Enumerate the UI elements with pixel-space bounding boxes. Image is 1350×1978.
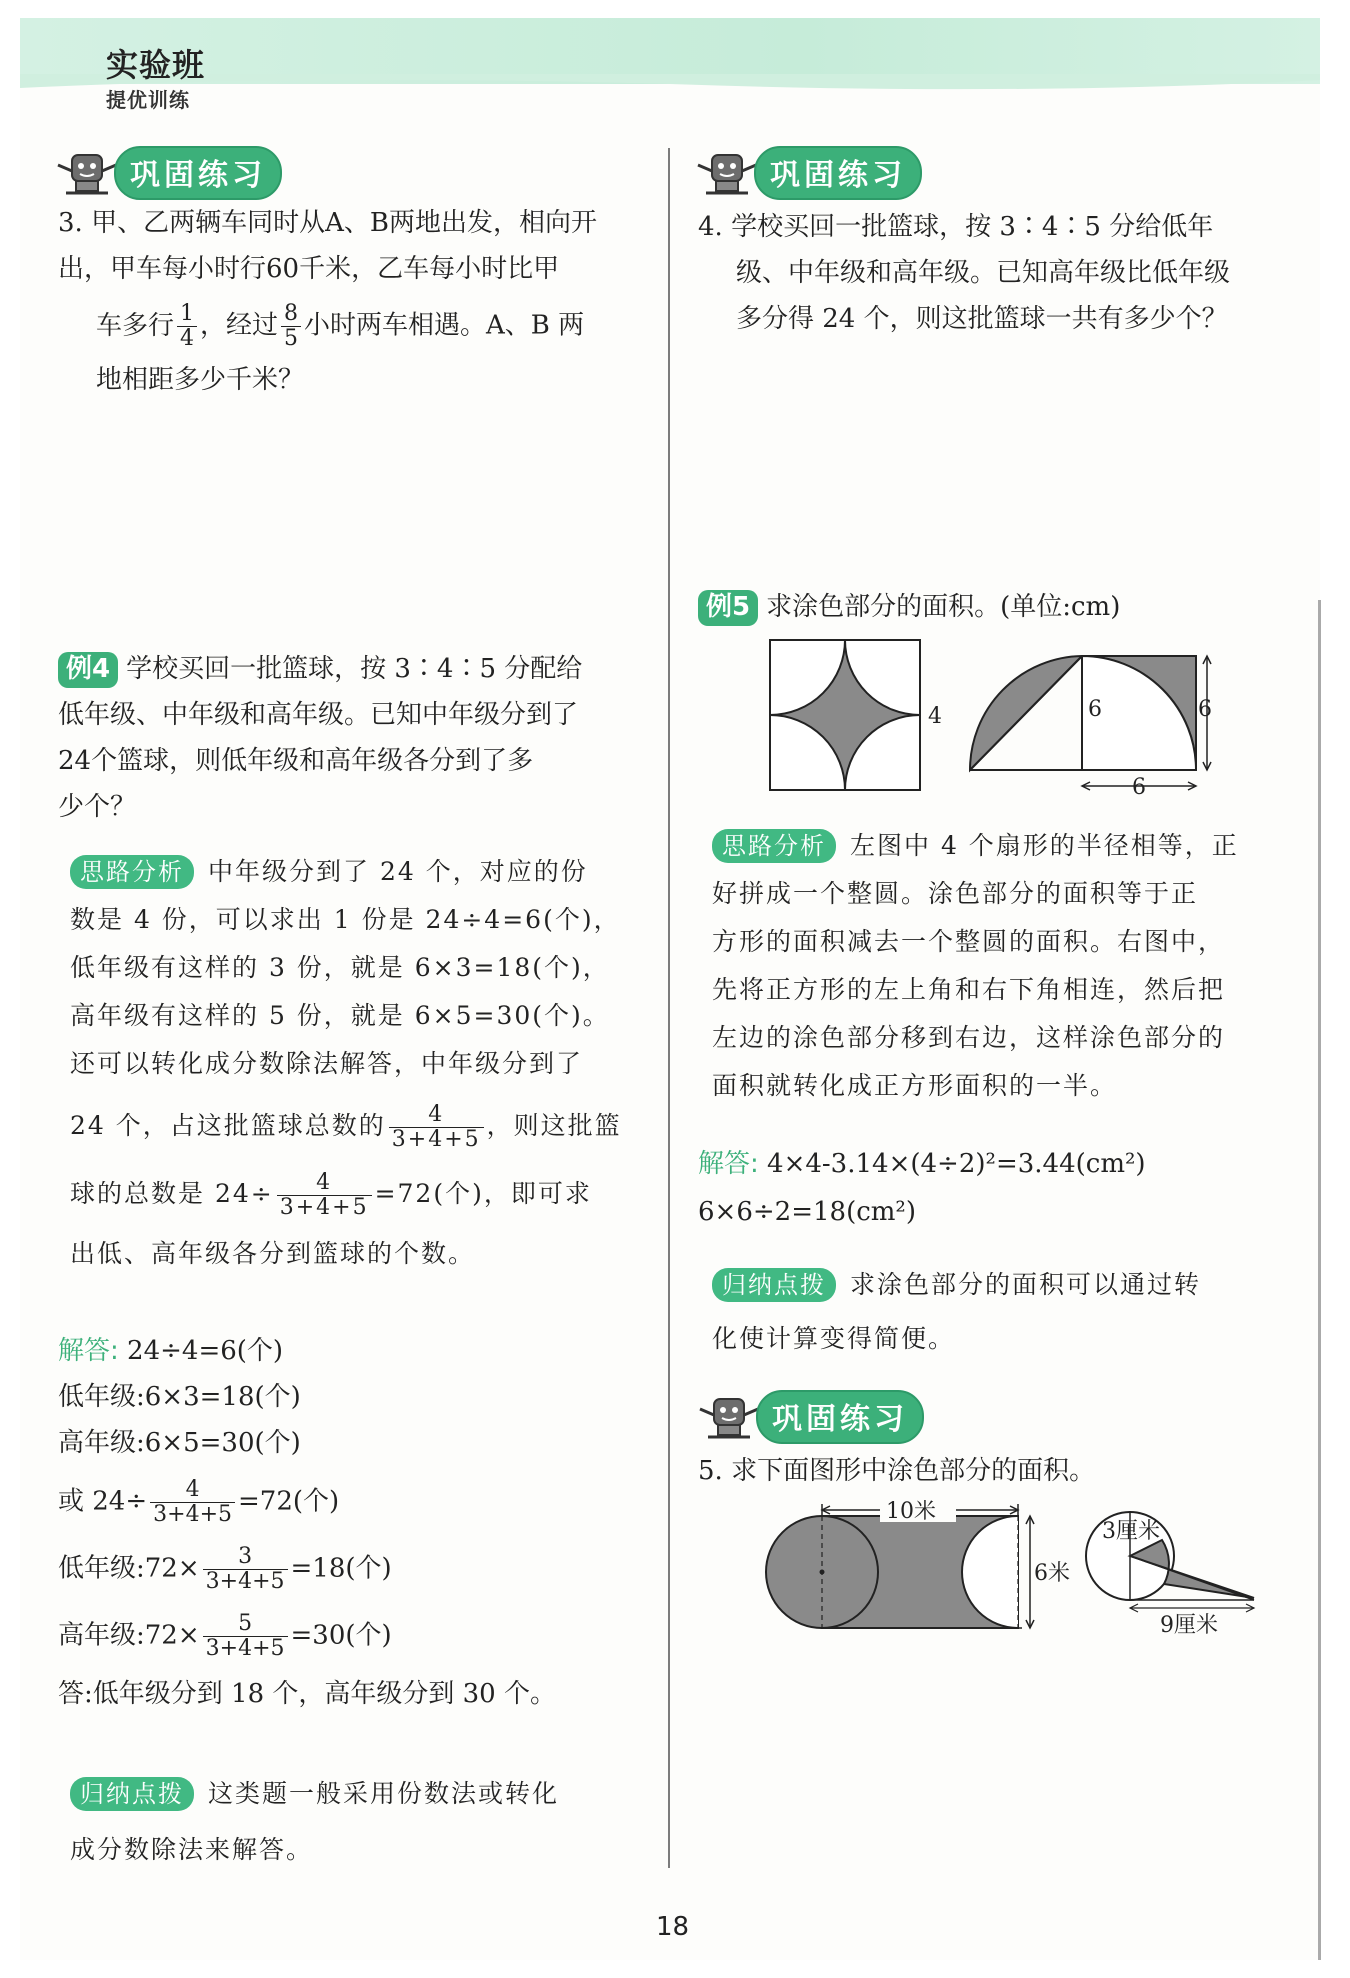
summary-left [70,1766,650,1878]
fraction [203,1612,288,1661]
answer-line3: 高年级:6×5=30(个) [58,1428,301,1458]
answer-line1 [58,1328,648,1374]
q5-line1: 5. 求下面图形中涂色部分的面积。 [698,1456,1096,1486]
analysis-line5: 左边的涂色部分移到右边，这样涂色部分的 [712,1023,1226,1052]
q4-line3: 多分得 24 个，则这批篮球一共有多少个？ [736,304,1228,334]
page-edge [1318,600,1321,1960]
summary-right [712,1258,1302,1366]
fraction [150,1478,235,1527]
fraction [281,302,301,351]
ex4-line2: 低年级、中年级和高年级。已知中年级分到了 [58,700,579,730]
analysis-left [70,848,650,1278]
answer-line2: 6×6÷2=18(cm²) [698,1197,916,1227]
q3-line3 [58,302,648,351]
analysis-text: 左图中 4 个扇形的半径相等，正 [850,831,1239,860]
mascot-icon [694,1393,762,1441]
answer-text: =18(个) [290,1553,392,1584]
summary-line2: 成分数除法来解答。 [70,1835,314,1864]
label-6-right: 6 [1198,697,1212,722]
semicircle-figure [970,656,1211,790]
summary-tag: 归纳点拨 [70,1777,194,1811]
summary-text: 这类题一般采用份数法或转化 [208,1779,560,1808]
answer-text: 低年级:72× [58,1553,200,1584]
brand-title: 实验班 [106,46,206,84]
fraction-denominator: 3+4+5 [203,1569,288,1594]
summary-line2: 化使计算变得简便。 [712,1324,956,1353]
q3-line1: 3. 甲、乙两辆车同时从A、B两地出发，相向开 [58,208,597,238]
ex5-text: 求涂色部分的面积。(单位:cm) [766,592,1121,622]
header-wave [20,74,1320,94]
fraction-numerator: 4 [185,1477,200,1502]
answer-text: =30(个) [290,1620,392,1651]
square-figure [770,640,920,790]
label-6m: 6米 [1034,1561,1070,1586]
answer-line6 [58,1612,648,1661]
fraction-numerator: 4 [316,1170,333,1195]
q3-line2: 出，甲车每小时行60千米，乙车每小时比甲 [58,254,560,284]
analysis-tag: 思路分析 [70,855,194,889]
answer-line4 [58,1478,648,1527]
ex4-line1 [58,646,648,692]
fraction [389,1103,484,1152]
summary-text: 求涂色部分的面积可以通过转 [850,1270,1202,1299]
fraction-numerator: 8 [284,301,299,326]
summary-tag: 归纳点拨 [712,1268,836,1302]
analysis-line6: 面积就转化成正方形面积的一半。 [712,1071,1118,1100]
analysis-line3: 低年级有这样的 3 份，就是 6×3=18(个)， [70,953,610,982]
label-3cm: 3厘米 [1102,1519,1160,1544]
label-10m: 10米 [886,1500,936,1524]
page-number: 18 [656,1912,690,1942]
fraction-numerator: 5 [238,1611,253,1636]
q3-line4: 地相距多少千米？ [96,365,305,395]
analysis-line2: 好拼成一个整圆。涂色部分的面积等于正 [712,879,1199,908]
brand-subtitle: 提优训练 [106,88,190,112]
section-title: 巩固练习 [756,1390,924,1444]
analysis-text: 球的总数是 24÷ [70,1179,274,1208]
analysis-text: ，则这批篮 [486,1111,622,1140]
answer-right [698,1140,1298,1236]
analysis-text: 中年级分到了 24 个，对应的份 [208,857,588,886]
fraction-denominator: 3+4+5 [150,1502,235,1527]
answer-label: 解答: [58,1336,119,1366]
section-header-right [692,146,922,200]
q4-line2: 级、中年级和高年级。已知高年级比低年级 [736,258,1231,288]
q3-text-a: 车多行 [96,310,175,341]
section-title: 巩固练习 [754,146,922,200]
analysis-line5: 还可以转化成分数除法解答，中年级分到了 [70,1049,584,1078]
fraction [277,1171,372,1220]
question-5 [698,1448,1298,1494]
answer-text: =72(个) [238,1486,340,1517]
analysis-tag: 思路分析 [712,829,836,863]
section-header-left [52,146,282,200]
fraction-denominator: 5 [281,326,301,351]
analysis-line8: 出低、高年级各分到篮球的个数。 [70,1239,476,1268]
answer-line2: 低年级:6×3=18(个) [58,1382,301,1412]
ex4-text: 学校买回一批篮球，按 3∶4∶5 分配给 [126,654,583,684]
analysis-line4: 高年级有这样的 5 份，就是 6×5=30(个)。 [70,1001,610,1030]
analysis-line7 [70,1170,650,1220]
fraction-numerator: 4 [428,1102,445,1127]
answer-left [58,1328,648,1717]
summary-line1 [712,1258,1302,1312]
mascot-icon [692,149,760,197]
q4-line1: 4. 学校买回一批篮球，按 3∶4∶5 分给低年 [698,212,1214,242]
answer-text: 24÷4=6(个) [127,1336,284,1366]
section-title: 巩固练习 [114,146,282,200]
analysis-right [712,822,1302,1110]
q3-text-c: 小时两车相遇。A、B 两 [304,310,585,341]
analysis-text: 24 个，占这批篮球总数的 [70,1111,386,1140]
analysis-line3: 方形的面积减去一个整圆的面积。右图中， [712,927,1226,956]
column-divider [668,148,670,1868]
example-4 [58,646,648,830]
analysis-line1 [70,848,650,896]
fraction-numerator: 1 [180,301,195,326]
fraction [203,1545,288,1594]
example-tag: 例4 [58,652,118,688]
example-5-figures [760,636,1220,798]
fraction-numerator: 3 [238,1544,253,1569]
analysis-line1 [712,822,1302,870]
ex4-line4: 少个？ [58,792,137,822]
answer-line5 [58,1545,648,1594]
fraction-denominator: 4 [177,326,197,351]
example-tag: 例5 [698,590,758,626]
fraction-denominator: 3+4+5 [203,1636,288,1661]
answer-text: 4×4-3.14×(4÷2)²=3.44(cm²) [767,1149,1146,1179]
example-5 [698,584,1298,630]
label-6-bottom: 6 [1132,775,1146,798]
mascot-icon [52,149,120,197]
question-4 [698,204,1298,342]
analysis-line6 [70,1102,650,1152]
answer-label: 解答: [698,1149,759,1179]
ex5-line [698,584,1298,630]
analysis-line4: 先将正方形的左上角和右下角相连，然后把 [712,975,1226,1004]
brand-logo [106,40,205,113]
label-6-inner: 6 [1088,697,1102,722]
question-3 [58,200,648,403]
label-9cm: 9厘米 [1160,1613,1218,1638]
answer-line7: 答:低年级分到 18 个，高年级分到 30 个。 [58,1679,556,1709]
q3-text-b: ，经过 [200,310,279,341]
answer-line1 [698,1140,1298,1188]
fraction-denominator: 3+4+5 [277,1195,372,1220]
analysis-text: =72(个)，即可求 [374,1179,592,1208]
analysis-line2: 数是 4 份，可以求出 1 份是 24÷4=6(个)， [70,905,621,934]
section-header-right-2 [694,1390,924,1444]
ex4-line3: 24个篮球，则低年级和高年级各分到了多 [58,746,534,776]
fraction-denominator: 3+4+5 [389,1127,484,1152]
fraction [177,302,197,351]
question-5-figures [760,1500,1270,1660]
answer-text: 或 24÷ [58,1486,148,1517]
summary-line1 [70,1766,650,1822]
label-4: 4 [928,704,942,729]
answer-text: 高年级:72× [58,1620,200,1651]
